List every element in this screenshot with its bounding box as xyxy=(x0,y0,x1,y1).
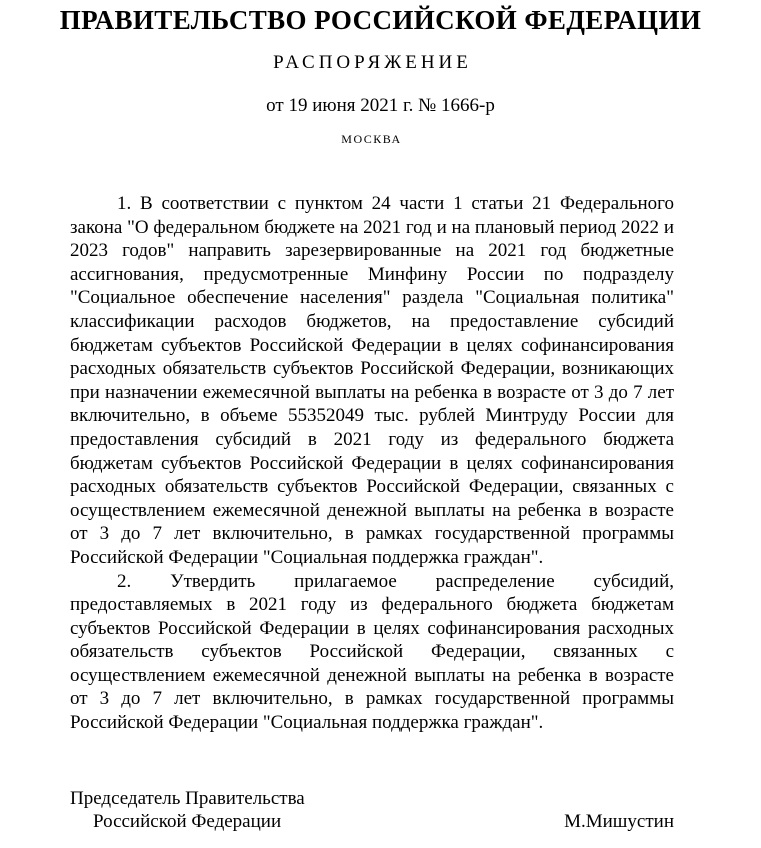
signatory-position xyxy=(70,787,305,833)
city-name: МОСКВА xyxy=(341,132,402,146)
signatory-name: М.Мишустин xyxy=(564,811,674,832)
document-body xyxy=(70,192,674,735)
government-title: ПРАВИТЕЛЬСТВО РОССИЙСКОЙ ФЕДЕРАЦИИ xyxy=(59,5,702,35)
paragraph-2: 2. Утвердить прилагаемое распределение субсидий, предоставляемых в 2021 году из федерального бюджета бюджетам субъектов Российской Федерации в целях софинансирования расходных обязательств субъектов Российской Федерации, связанных с осуществлением ежемесячной денежной выплаты на ребенка в возрасте от 3 до 7 лет включительно, в рамках государственной программы Российской Федерации "Социальная поддержка граждан". xyxy=(70,570,674,734)
signatory-position-line-2: Российской Федерации xyxy=(93,811,282,832)
signatory-position-line-1: Председатель Правительства xyxy=(70,788,305,809)
date-and-number: от 19 июня 2021 г. № 1666-р xyxy=(266,95,495,116)
document-type: РАСПОРЯЖЕНИЕ xyxy=(273,52,472,73)
paragraph-1: 1. В соответствии с пунктом 24 части 1 статьи 21 Федерального закона "О федеральном бюджете на 2021 год и на плановый период 2022 и 2023 годов" направить зарезервированные на 2021 год бюджетные ассигнования, предусмотренные Минфину России по подразделу "Социальное обеспечение населения" раздела "Социальная политика" классификации расходов бюджетов, на предоставление субсидий бюджетам субъектов Российской Федерации в целях софинансирования расходных обязательств субъектов Российской Федерации, возникающих при назначении ежемесячной выплаты на ребенка в возрасте от 3 до 7 лет включительно, в объеме 55352049 тыс. рублей Минтруду России для предоставления субсидий в 2021 году из федерального бюджета бюджетам субъектов Российской Федерации в целях софинансирования расходных обязательств субъектов Российской Федерации, связанных с осуществлением ежемесячной денежной выплаты на ребенка в возрасте от 3 до 7 лет включительно, в рамках государственной программы Российской Федерации "Социальная поддержка граждан". xyxy=(70,193,674,568)
